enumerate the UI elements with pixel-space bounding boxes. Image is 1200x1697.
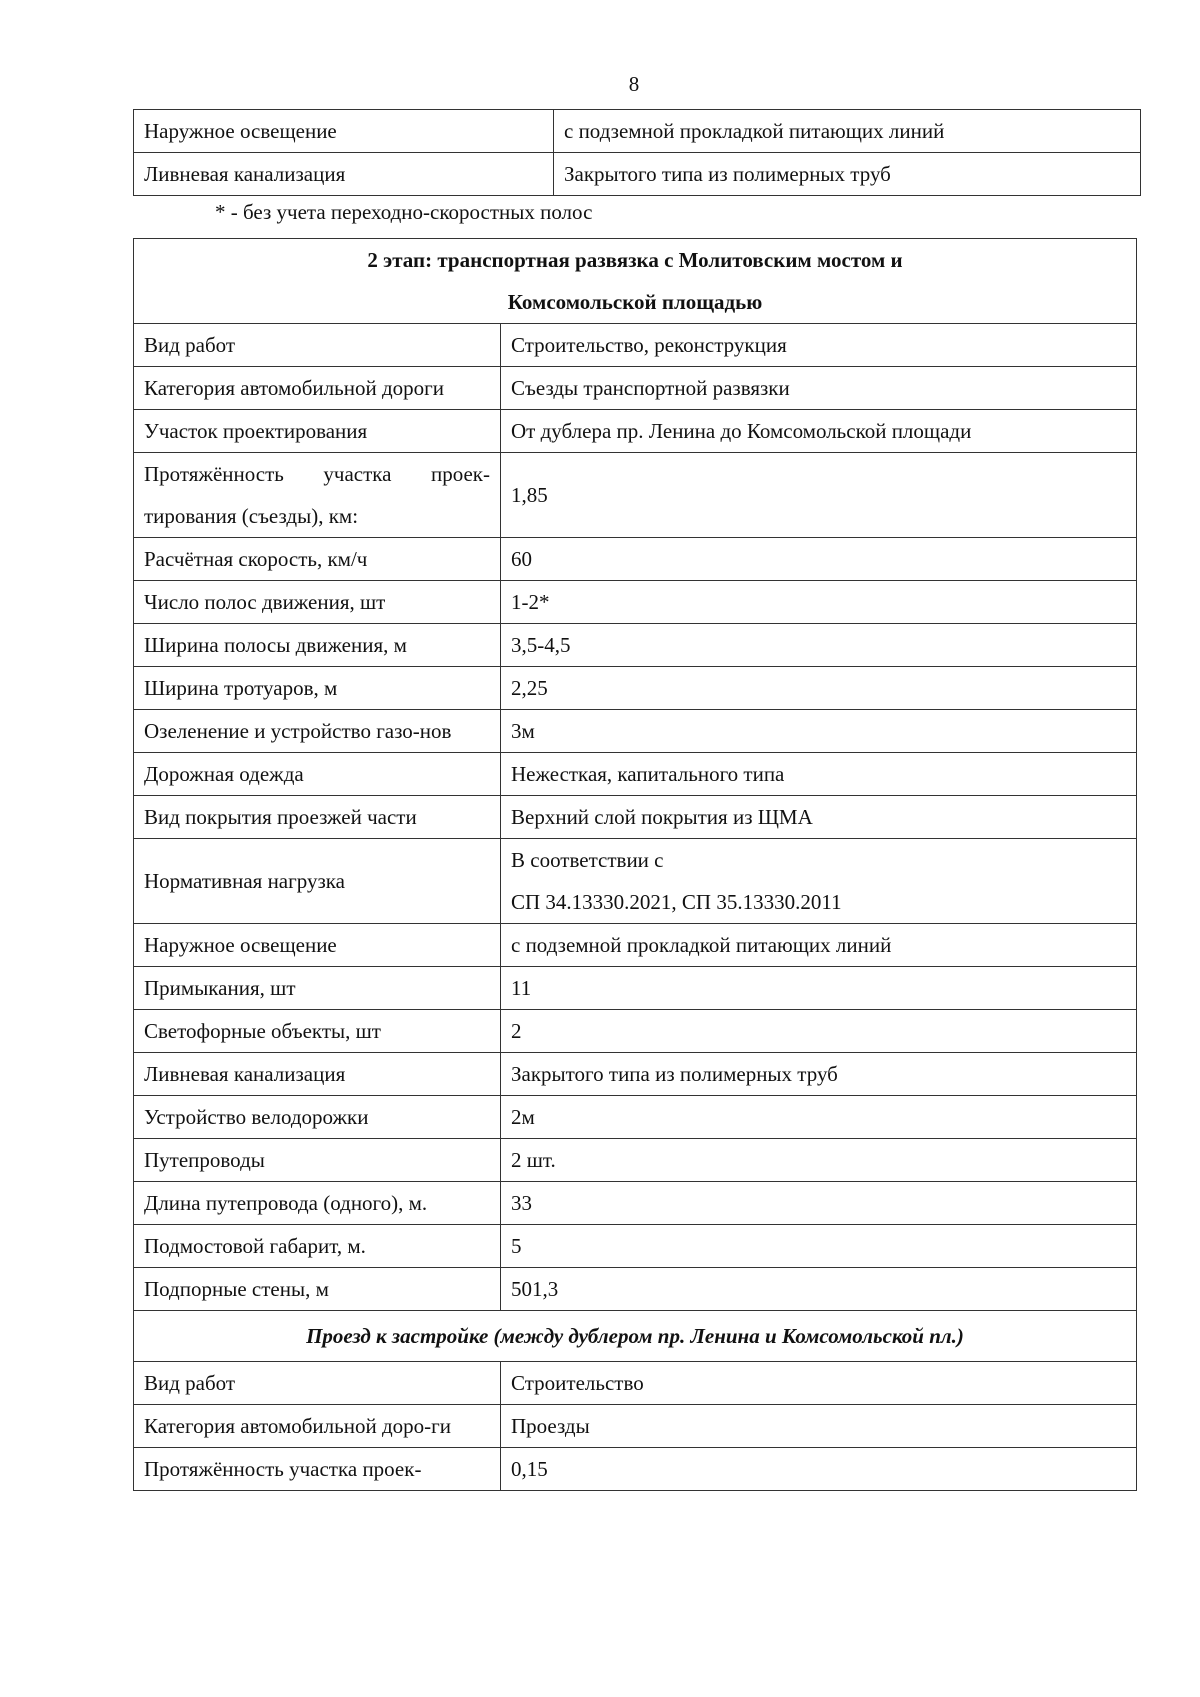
value-line: В соответствии с xyxy=(511,848,664,872)
param-cell: Расчётная скорость, км/ч xyxy=(134,538,501,581)
param-cell: Число полос движения, шт xyxy=(134,581,501,624)
value-cell: Съезды транспортной развязки xyxy=(501,367,1137,410)
param-cell: Протяжённость участка проек- xyxy=(134,1448,501,1491)
param-cell: Ширина полосы движения, м xyxy=(134,624,501,667)
value-cell: 2 xyxy=(501,1010,1137,1053)
param-cell: Протяжённость участка проек-тирования (съезды), км: xyxy=(134,453,501,538)
value-cell: 1,85 xyxy=(501,453,1137,538)
value-cell: 11 xyxy=(501,967,1137,1010)
table-row xyxy=(134,1010,1137,1053)
table-row xyxy=(134,753,1137,796)
table-row xyxy=(134,110,1141,153)
param-cell: Наружное освещение xyxy=(134,110,554,153)
table-row xyxy=(134,453,1137,538)
value-cell: 3м xyxy=(501,710,1137,753)
value-cell: 501,3 xyxy=(501,1268,1137,1311)
value-cell: 5 xyxy=(501,1225,1137,1268)
value-cell: Закрытого типа из полимерных труб xyxy=(554,153,1141,196)
table-row xyxy=(134,1405,1137,1448)
value-cell: с подземной прокладкой питающих линий xyxy=(501,924,1137,967)
value-cell: 2 шт. xyxy=(501,1139,1137,1182)
param-cell: Ливневая канализация xyxy=(134,153,554,196)
table-row xyxy=(134,1225,1137,1268)
table-row xyxy=(134,1182,1137,1225)
subsection-title: Проезд к застройке (между дублером пр. Ленина и Комсомольской пл.) xyxy=(134,1311,1137,1362)
table-row xyxy=(134,581,1137,624)
param-cell: Подмостовой габарит, м. xyxy=(134,1225,501,1268)
value-cell: От дублера пр. Ленина до Комсомольской площади xyxy=(501,410,1137,453)
value-cell: 2м xyxy=(501,1096,1137,1139)
param-cell: Дорожная одежда xyxy=(134,753,501,796)
footnote: * - без учета переходно-скоростных полос xyxy=(215,200,593,224)
param-cell: Путепроводы xyxy=(134,1139,501,1182)
table-row xyxy=(134,1268,1137,1311)
top-table xyxy=(133,109,1141,196)
table-row xyxy=(134,1053,1137,1096)
table-row xyxy=(134,1448,1137,1491)
value-cell: Верхний слой покрытия из ЩМА xyxy=(501,796,1137,839)
param-cell: Ливневая канализация xyxy=(134,1053,501,1096)
subsection-header-row xyxy=(134,1311,1137,1362)
value-cell: Нежесткая, капитального типа xyxy=(501,753,1137,796)
value-cell: 1-2* xyxy=(501,581,1137,624)
value-cell: 60 xyxy=(501,538,1137,581)
table-row xyxy=(134,667,1137,710)
value-cell: Строительство, реконструкция xyxy=(501,324,1137,367)
value-cell: Закрытого типа из полимерных труб xyxy=(501,1053,1137,1096)
param-cell: Примыкания, шт xyxy=(134,967,501,1010)
value-line: СП 34.13330.2021, СП 35.13330.2011 xyxy=(511,890,842,914)
param-cell: Ширина тротуаров, м xyxy=(134,667,501,710)
table-row xyxy=(134,367,1137,410)
section-title xyxy=(134,239,1137,324)
table-row xyxy=(134,1139,1137,1182)
table-row xyxy=(134,967,1137,1010)
section-title-line1: 2 этап: транспортная развязка с Молитовским мостом и xyxy=(367,248,903,272)
table-row xyxy=(134,324,1137,367)
param-cell: Участок проектирования xyxy=(134,410,501,453)
section-title-line2: Комсомольской площадью xyxy=(507,290,763,314)
param-cell: Категория автомобильной дороги xyxy=(134,367,501,410)
section-header-row xyxy=(134,239,1137,324)
value-cell: Проезды xyxy=(501,1405,1137,1448)
stage2-table xyxy=(133,238,1137,1491)
table-row xyxy=(134,624,1137,667)
param-cell: Устройство велодорожки xyxy=(134,1096,501,1139)
param-cell: Категория автомобильной доро-ги xyxy=(134,1405,501,1448)
table-row xyxy=(134,1096,1137,1139)
table-row xyxy=(134,153,1141,196)
value-cell xyxy=(501,839,1137,924)
param-cell: Нормативная нагрузка xyxy=(134,839,501,924)
param-cell: Вид работ xyxy=(134,324,501,367)
param-cell: Вид работ xyxy=(134,1362,501,1405)
table-row xyxy=(134,410,1137,453)
table-row xyxy=(134,839,1137,924)
value-cell: 0,15 xyxy=(501,1448,1137,1491)
table-row xyxy=(134,710,1137,753)
value-cell: 3,5-4,5 xyxy=(501,624,1137,667)
value-cell: 2,25 xyxy=(501,667,1137,710)
table-row xyxy=(134,796,1137,839)
param-cell: Вид покрытия проезжей части xyxy=(134,796,501,839)
table-row xyxy=(134,538,1137,581)
param-cell: Длина путепровода (одного), м. xyxy=(134,1182,501,1225)
param-cell: Светофорные объекты, шт xyxy=(134,1010,501,1053)
param-cell: Озеленение и устройство газо-нов xyxy=(134,710,501,753)
value-cell: 33 xyxy=(501,1182,1137,1225)
page-number: 8 xyxy=(628,72,640,96)
value-cell: Строительство xyxy=(501,1362,1137,1405)
table-row xyxy=(134,924,1137,967)
table-row xyxy=(134,1362,1137,1405)
value-cell: с подземной прокладкой питающих линий xyxy=(554,110,1141,153)
param-cell: Подпорные стены, м xyxy=(134,1268,501,1311)
param-cell: Наружное освещение xyxy=(134,924,501,967)
